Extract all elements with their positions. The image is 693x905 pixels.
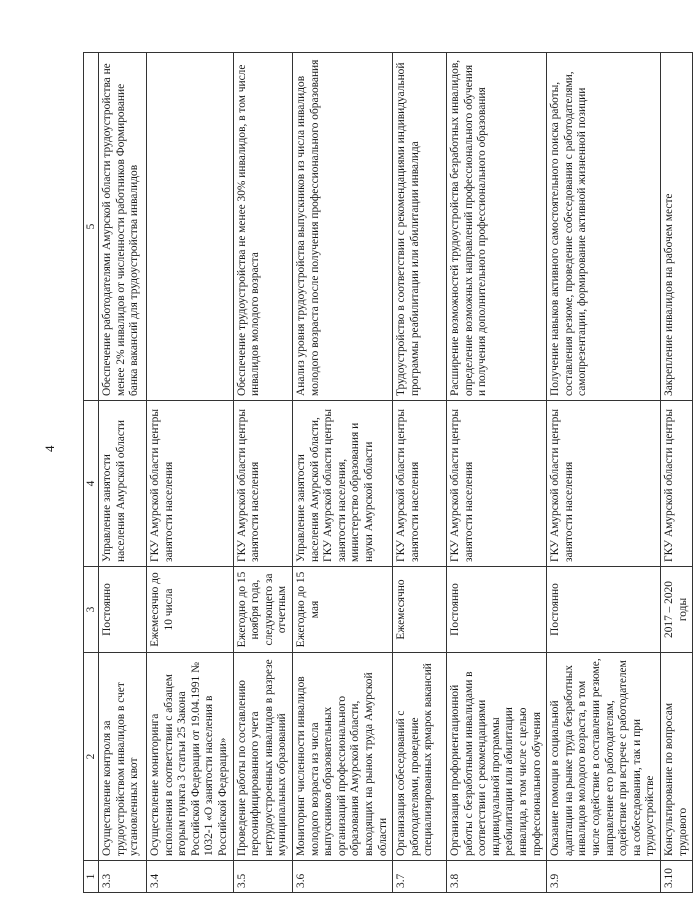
column-header: 4 [84, 401, 99, 567]
table-row [147, 53, 234, 893]
row-number: 3.5 [233, 861, 292, 893]
row-number: 3.6 [292, 861, 392, 893]
result-cell: Расширение возможностей трудоустройства безработных инвалидов, определение возможных направлений профессионального обучения и получения дополнительного профессионального образования [447, 53, 547, 401]
column-header: 3 [84, 567, 99, 653]
rotated-page [83, 53, 693, 893]
period-cell: Ежегодно до 15 мая [292, 567, 392, 653]
result-cell [147, 53, 234, 401]
row-number: 3.8 [447, 861, 547, 893]
row-number: 3.4 [147, 861, 234, 893]
result-cell: Трудоустройство в соответствии с рекомендациями индивидуальной программы реабилитации или абилитации инвалида [393, 53, 447, 401]
responsible-cell: ГКУ Амурской области центры занятости населения [447, 401, 547, 567]
responsible-cell: ГКУ Амурской области центры занятости населения [393, 401, 447, 567]
period-cell: 2017 – 2020 годы [661, 567, 693, 653]
result-cell: Анализ уровня трудоустройства выпускников из числа инвалидов молодого возраста после получения профессионального образования [292, 53, 392, 401]
period-cell: Постоянно [547, 567, 661, 653]
row-number: 3.7 [393, 861, 447, 893]
column-header: 1 [84, 861, 99, 893]
responsible-cell: Управление занятости населения Амурской области [99, 401, 147, 567]
period-cell: Ежемесячно до 10 числа [147, 567, 234, 653]
period-cell: Постоянно [447, 567, 547, 653]
table-row [292, 53, 392, 893]
activity-cell: Проведение работы по составлению персонифицированного учета нетрудоустроенных инвалидов в разрезе муниципальных образований [233, 653, 292, 861]
measures-table [83, 52, 693, 893]
activity-cell: Консультирование по вопросам трудового [661, 653, 693, 861]
period-cell: Ежемесячно [393, 567, 447, 653]
table-row [233, 53, 292, 893]
row-number: 3.3 [99, 861, 147, 893]
activity-cell: Осуществление мониторинга исполнения в соответствии с абзацем вторым пункта 3 статьи 25 Закона Российской Федерации от 19.04.1991 № 1032-1 «О занятости населения в Российской Федерации» [147, 653, 234, 861]
result-cell: Получение навыков активного самостоятельного поиска работы, составления резюме, проведение собеседования с работодателями, самопрезентации, формирование активной жизненной позиции [547, 53, 661, 401]
responsible-cell: ГКУ Амурской области центры [661, 401, 693, 567]
result-cell: Обеспечение работодателями Амурской области трудоустройства не менее 2% инвалидов от численности работников Формирование банка вакансий для трудоустройства инвалидов [99, 53, 147, 401]
responsible-cell: ГКУ Амурской области центры занятости населения [147, 401, 234, 567]
table-row [547, 53, 661, 893]
table-row [99, 53, 147, 893]
responsible-cell: Управление занятости населения Амурской области, ГКУ Амурской области центры занятости населения, министерство образования и науки Амурской области [292, 401, 392, 567]
header-row [84, 53, 99, 893]
page-number: 4 [42, 445, 57, 452]
activity-cell: Мониторинг численности инвалидов молодого возраста из числа выпускников образовательных организаций профессионального образования Амурской области, выходящих на рынок труда Амурской области [292, 653, 392, 861]
table-row [661, 53, 693, 893]
table-row [447, 53, 547, 893]
activity-cell: Осуществление контроля за трудоустройством инвалидов в счет установленных квот [99, 653, 147, 861]
responsible-cell: ГКУ Амурской области центры занятости населения [233, 401, 292, 567]
result-cell: Закрепление инвалидов на рабочем месте [661, 53, 693, 401]
activity-cell: Оказание помощи в социальной адаптации на рынке труда безработных инвалидов молодого возраста, в том числе содействие в составлении резюме, направление его работодателям, содействие при встрече с работодателем на собеседовании, так и при трудоустройстве [547, 653, 661, 861]
result-cell: Обеспечение трудоустройства не менее 30% инвалидов, в том числе инвалидов молодого возраста [233, 53, 292, 401]
period-cell: Постоянно [99, 567, 147, 653]
row-number: 3.10 [661, 861, 693, 893]
activity-cell: Организация собеседований с работодателями, проведение специализированных ярмарок вакансий [393, 653, 447, 861]
period-cell: Ежегодно до 15 ноября года, следующего за отчетным [233, 567, 292, 653]
table-row [393, 53, 447, 893]
responsible-cell: ГКУ Амурской области центры занятости населения [547, 401, 661, 567]
column-header: 5 [84, 53, 99, 401]
column-header: 2 [84, 653, 99, 861]
activity-cell: Организация профориентационной работы с безработными инвалидами в соответствии с рекомендациями индивидуальной программы реабилитации или абилитации инвалида, в том числе с целью профессионального обучения [447, 653, 547, 861]
row-number: 3.9 [547, 861, 661, 893]
